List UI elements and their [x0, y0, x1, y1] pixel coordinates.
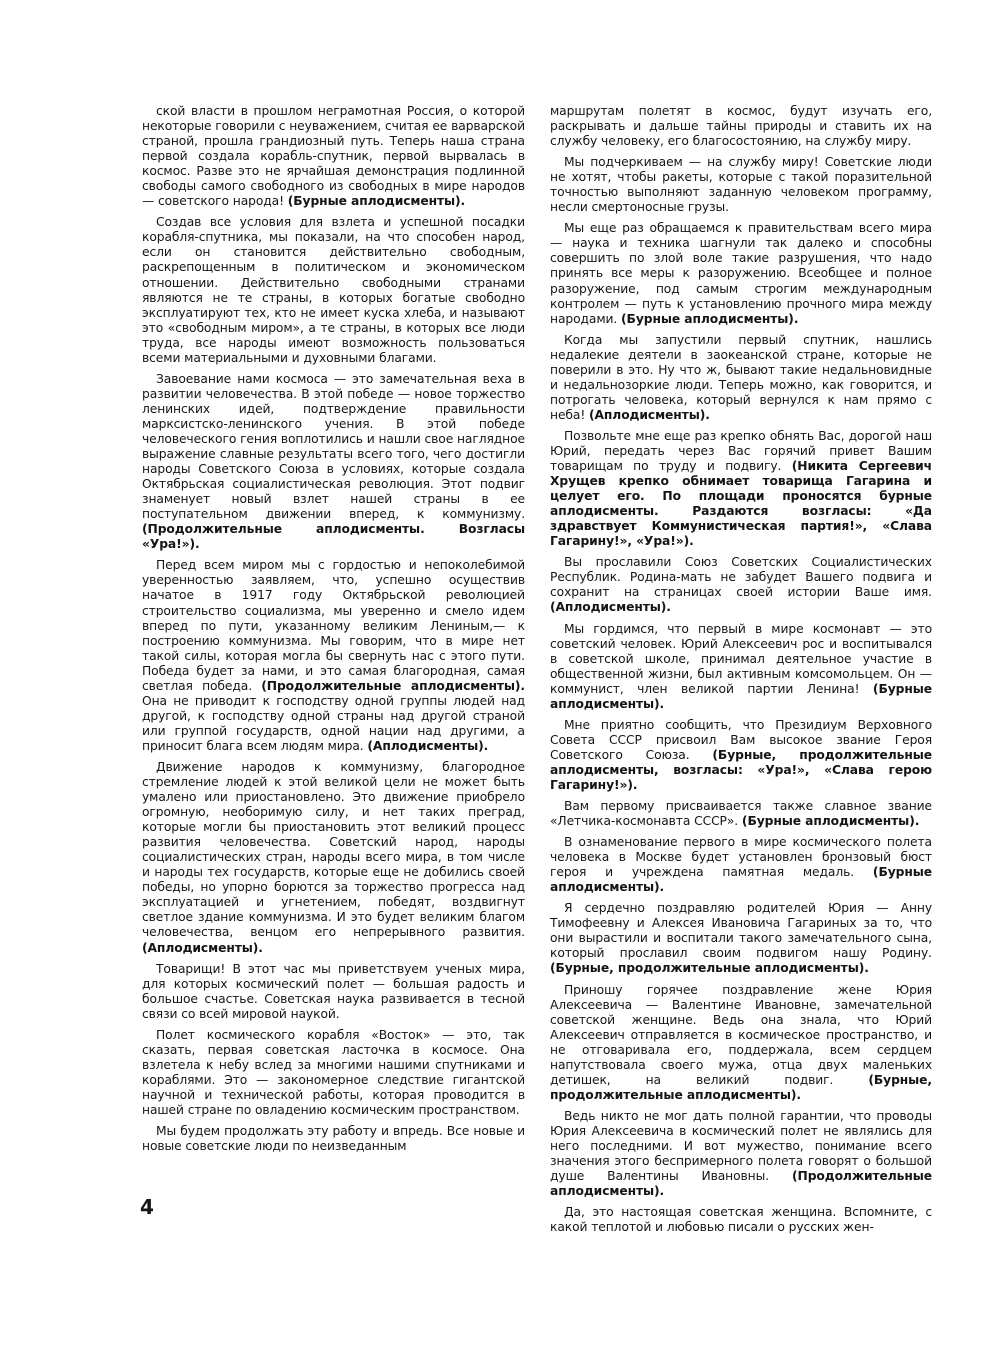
- audience-reaction: (Продолжительные аплодисменты).: [550, 1169, 932, 1199]
- paragraph-text: Мы еще раз обращаемся к правительствам всего мира — наука и техника шагнули так далеко и способны совершить по злой воле такие разрушения, что надо принять все меры к разоружению. Всеобщее и полное разоружение, под самым строгим международным контролем — путь к установлению прочного мира между народами.: [550, 221, 932, 326]
- paragraph: [142, 962, 525, 1022]
- audience-reaction: (Аплодисменты).: [367, 738, 489, 753]
- paragraph: [142, 1124, 525, 1154]
- paragraph-text: Мне приятно сообщить, что Президиум Верховного Совета СССР присвоил Вам высокое звание Героя Советского Союза.: [550, 717, 932, 762]
- paragraph: [142, 104, 525, 209]
- audience-reaction: (Продолжительные аплодисменты).: [261, 678, 525, 693]
- audience-reaction: (Бурные аплодисменты).: [550, 865, 932, 895]
- audience-reaction: (Бурные аплодисменты).: [550, 681, 932, 711]
- audience-reaction: (Бурные аплодисменты).: [741, 814, 920, 829]
- audience-reaction: (Аплодисменты).: [588, 407, 710, 422]
- paragraph: [550, 901, 932, 976]
- audience-reaction: (Никита Сергеевич Хрущев крепко обнимает товарища Гагарина и целует его. По площади проносятся бурные аплодисменты. Раздаются возгласы: «Да здравствует Коммунистическая партия!», «Слава Гагарину!», «Ура!»).: [550, 459, 932, 549]
- paragraph: [142, 558, 525, 754]
- audience-reaction: (Аплодисменты).: [142, 940, 263, 955]
- paragraph: [550, 983, 932, 1103]
- paragraph-text: Позвольте мне еще раз крепко обнять Вас, дорогой наш Юрий, передать через Вас горячий привет Вашим товарищам по труду и подвигу.: [550, 428, 932, 474]
- paragraph: [142, 1028, 525, 1118]
- paragraph: [550, 155, 932, 215]
- paragraph-text: Когда мы запустили первый спутник, нашлись недалекие деятели в заокеанской стране, которые не поверили в это. Ну что ж, бывают такие недальновидные и недальнозоркие люди. Теперь можно, как говорится, и потрогать человека, который вернулся к нам прямо с неба!: [550, 332, 932, 422]
- paragraph: [550, 333, 932, 423]
- paragraph-text: Создав все условия для взлета и успешной посадки корабля-спутника, мы показали, на что способен народ, если он становится действительно свободным, раскрепощенным в политическом и экономическом отношении. Действительно свободными странами являются не те страны, в которых богатые свободно эксплуатируют тех, кто не имеет куска хлеба, и называют это «свободным миром», а те страны, в которых все люди труда, все народы имеют возможность пользоваться всеми материальными и духовными благами.: [142, 215, 525, 365]
- paragraph-text: Перед всем миром мы с гордостью и непоколебимой уверенностью заявляем, что, успешно осуществив начатое в 1917 году Октябрьской революцией строительство социализма, мы уверенно и смело идем вперед по пути, указанному великим Лениным,— к построению коммунизма. Мы говорим, что в мире нет такой силы, которая могла бы свернуть нас с этого пути. Победа будет за нами, и это самая благородная, самая светлая победа.: [142, 558, 525, 693]
- paragraph: [550, 622, 932, 712]
- paragraph-text: Да, это настоящая советская женщина. Вспомните, с какой теплотой и любовью писали о русских жен-: [550, 1205, 932, 1235]
- audience-reaction: (Аплодисменты).: [550, 600, 671, 615]
- paragraph-text: Ведь никто не мог дать полной гарантии, что проводы Юрия Алексеевича в космический полет не являлись для него последними. И вот мужество, понимание всего значения этого беспримерного полета говорят о большой душе Валентины Ивановны.: [550, 1108, 932, 1184]
- paragraph-text: Товарищи! В этот час мы приветствуем ученых мира, для которых космический полет — большая радость и большое счастье. Советская наука развивается в тесной связи со всей мировой наукой.: [142, 961, 525, 1021]
- paragraph-text: Мы гордимся, что первый в мире космонавт — это советский человек. Юрий Алексеевич рос и воспитывался в советской школе, принимал деятельное участие в общественной жизни, был активным комсомольцем. Он — коммунист, член великой партии Ленина!: [550, 621, 932, 696]
- paragraph: [550, 555, 932, 615]
- paragraph: [550, 1109, 932, 1199]
- audience-reaction: (Бурные, продолжительные аплодисменты).: [550, 961, 869, 976]
- paragraph-text: Вам первому присваивается также славное звание «Летчика-космонавта СССР».: [550, 799, 932, 829]
- paragraph: [142, 215, 525, 365]
- paragraph-text: маршрутам полетят в космос, будут изучать его, раскрывать и дальше тайны природы и ставить их на службу человеку, его благосостоянию, на службу миру.: [550, 104, 932, 149]
- paragraph-text: Она не приводит к господству одной группы людей над другой, к господству одной страны над другой страной или группой государств, одной нации над другими, а приносит блага всем людям мира.: [142, 693, 525, 753]
- audience-reaction: (Бурные, продолжительные аплодисменты, возгласы: «Ура!», «Слава герою Гагарину!»).: [550, 747, 932, 792]
- page-number: 4: [140, 1195, 154, 1219]
- paragraph: [550, 104, 932, 149]
- right-text-column: [550, 104, 932, 1241]
- paragraph: [142, 372, 525, 553]
- paragraph: [550, 221, 932, 326]
- paragraph-text: Я сердечно поздравляю родителей Юрия — Анну Тимофеевну и Алексея Ивановича Гагариных за то, что они вырастили и воспитали такого замечательного сына, который прославил своим подвигом нашу Родину.: [550, 901, 932, 961]
- paragraph: [550, 429, 932, 549]
- paragraph-text: Завоевание нами космоса — это замечательная веха в развитии человечества. В этой победе — новое торжество ленинских идей, подтверждение правильности марксистско-ленинского учения. В этой победе человеческого гения воплотились и нашли свое наглядное выражение славные результаты всего того, чего достигли народы Советского Союза в условиях, которые создала Октябрьская социалистическая революция. Этот подвиг знаменует новый взлет нашей страны в ее поступательном движении вперед, к коммунизму.: [142, 371, 525, 522]
- paragraph-text: Мы подчеркиваем — на службу миру! Советские люди не хотят, чтобы ракеты, которые с такой поразительной точностью выполняют заданную человеком программу, несли смертоносные грузы.: [550, 155, 932, 215]
- paragraph-text: Вы прославили Союз Советских Социалистических Республик. Родина-мать не забудет Вашего подвига и сохранит на страницах своей истории Ваше имя.: [550, 555, 932, 600]
- paragraph-text: Полет космического корабля «Восток» — это, так сказать, первая советская ласточка в космосе. Она взлетела к небу вслед за многими нашими спутниками и кораблями. Это — закономерное следствие гигантской научной и технической работы, которая проводится в нашей стране по овладению космическим пространством.: [142, 1027, 525, 1117]
- paragraph: [142, 760, 525, 956]
- paragraph-text: ской власти в прошлом неграмотная Россия, о которой некоторые говорили с неуважением, считая ее варварской страной, прошла грандиозный путь. Теперь наша страна первой создала корабль-спутник, первой вырвалась в космос. Разве это не ярчайшая демонстрация подлинной свободы самого свободного из свободных в мире народов — советского народа!: [142, 104, 525, 209]
- paragraph: [550, 718, 932, 793]
- paragraph-text: Приношу горячее поздравление жене Юрия Алексеевича — Валентине Ивановне, замечательной советской женщине. Ведь она знала, что Юрий Алексеевич отправляется в космическое пространство, и не отговаривала его, поддержала, всем сердцем напутствовала своего мужа, отца двух маленьких детишек, на великий подвиг.: [550, 982, 932, 1087]
- paragraph: [550, 799, 932, 829]
- paragraph-text: В ознаменование первого в мире космического полета человека в Москве будет установлен бронзовый бюст героя и учреждена памятная медаль.: [550, 835, 932, 880]
- paragraph-text: Движение народов к коммунизму, благородное стремление людей к этой великой цели не может быть умалено или приостановлено. Это движение приобрело огромную, необоримую силу, и нет таких преград, которые могли бы приостановить этот великий процесс развития человечества. Советский народ, народы социалистических стран, народы всего мира, в том числе и народы тех государств, которые еще не добились своей победы, но упорно борются за торжество прогресса над эксплуатацией и угнетением, победят, воздвигнут светлое здание коммунизма. И это будет великим благом человечества, венцом его непрерывного развития.: [142, 759, 525, 940]
- audience-reaction: (Бурные, продолжительные аплодисменты).: [550, 1072, 932, 1102]
- paragraph: [550, 835, 932, 895]
- audience-reaction: (Бурные аплодисменты).: [287, 194, 466, 209]
- left-text-column: [142, 104, 525, 1160]
- audience-reaction: (Бурные аплодисменты).: [621, 311, 799, 326]
- audience-reaction: (Продолжительные аплодисменты. Возгласы «Ура!»).: [142, 522, 525, 552]
- paragraph-text: Мы будем продолжать эту работу и впредь. Все новые и новые советские люди по неизведанным: [142, 1124, 525, 1154]
- paragraph: [550, 1205, 932, 1235]
